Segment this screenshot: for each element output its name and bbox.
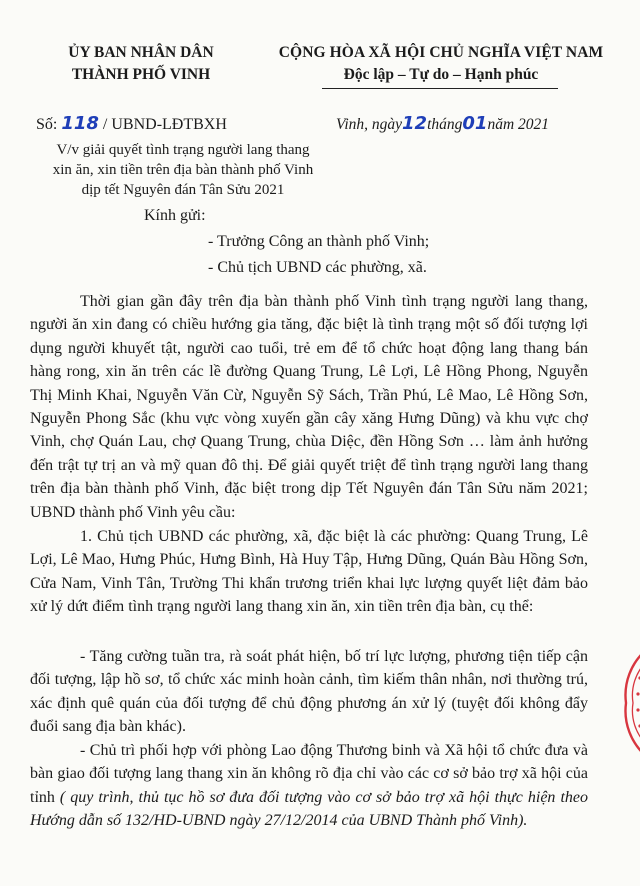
issuing-authority <box>36 42 246 86</box>
nation-name: CỘNG HÒA XÃ HỘI CHỦ NGHĨA VIỆT NAM <box>278 44 604 61</box>
number-code: / UBND-LĐTBXH <box>102 116 227 133</box>
red-seal-fragment <box>620 648 640 758</box>
authority-line-2: THÀNH PHỐ VINH <box>71 66 211 83</box>
recipient-1: - Trưởng Công an thành phố Vinh; <box>208 233 430 250</box>
coordination-text: - Chủ trì phối hợp với phòng Lao động Thương binh và Xã hội tổ chức đưa và bàn giao đối tượng lang thang xin ăn không rõ địa chỉ vào các cơ sở bảo trợ xã hội của tỉnh <box>30 742 588 806</box>
date-place: Vinh, ngày <box>336 116 403 133</box>
paragraph-request-1: 1. Chủ tịch UBND các phường, xã, đặc biệt là các phường: Quang Trung, Lê Lợi, Lê Mao, Hưng Phúc, Hưng Bình, Hà Huy Tập, Hưng Dũng, Quán Bàu Hồng Sơn, Cửa Nam, Vinh Tân, Trường Thi khẩn trương triển khai lực lượng quyết liệt đảm bảo xử lý dứt điểm tình trạng người lang thang xin ăn, xin tiền trên địa bàn, cụ thể: <box>30 528 588 616</box>
authority-line-1: ỦY BAN NHÂN DÂN <box>68 44 214 61</box>
paragraph-coordination <box>30 739 588 833</box>
subject-line-2: xin ăn, xin tiền trên địa bàn thành phố Vinh <box>52 162 314 178</box>
date-year: năm 2021 <box>487 116 550 133</box>
paragraph-patrol: - Tăng cường tuần tra, rà soát phát hiện, bố trí lực lượng, phương tiện tiếp cận đối tượng, lập hồ sơ, tổ chức xác minh hoàn cảnh, tìm kiếm thân nhân, nơi thường trú, xác định quê quán của đối tượng để chủ động phương án xử lý (tuyệt đối không đẩy đuổi sang địa bàn khác). <box>30 648 588 736</box>
subject-line-1: V/v giải quyết tình trạng người lang thang <box>56 142 310 158</box>
number-prefix: Số: <box>36 116 58 133</box>
seal-inner-arc <box>632 662 640 744</box>
national-motto: Độc lập – Tự do – Hạnh phúc <box>343 66 539 83</box>
subject-block <box>38 140 328 200</box>
date-month-label: tháng <box>427 116 463 133</box>
seal-mark-2 <box>636 692 639 695</box>
recipient-2: - Chủ tịch UBND các phường, xã. <box>208 259 427 276</box>
paragraph-intro: Thời gian gần đây trên địa bàn thành phố Vinh tình trạng người lang thang, người ăn xin đang có chiều hướng gia tăng, đặc biệt là tình trạng một số đối tượng lợi dụng người khuyết tật, người cao tuổi, trẻ em để tổ chức hoạt động lang thang bán hàng rong, xin ăn trên các lề đường Quang Trung, Lê Lợi, Lê Hồng Phong, Nguyễn Thị Minh Khai, Nguyễn Văn Cừ, Nguyễn Sỹ Sách, Trần Phú, Lê Mao, Lê Hồng Sơn, Nguyễn Phong Sắc (khu vực vòng xuyến gần cây xăng Hưng Dũng) và khu vực chợ Vinh, chợ Quán Lau, chợ Quang Trung, chùa Diệc, đền Hồng Sơn … làm ảnh hưởng đến trật tự trị an và mỹ quan đô thị. Để giải quyết triệt để tình trạng người lang thang trên địa bàn thành phố Vinh, đặc biệt trong dịp Tết Nguyên đán Tân Sửu năm 2021; UBND thành phố Vinh yêu cầu: <box>30 293 588 521</box>
handwritten-month: 01 <box>462 113 488 134</box>
issue-date <box>336 114 549 135</box>
seal-mark-3 <box>636 708 639 711</box>
addressee-label: Kính gửi: <box>144 207 206 224</box>
document-number <box>36 114 227 135</box>
national-header <box>256 42 626 86</box>
procedure-note: ( quy trình, thủ tục hồ sơ đưa đối tượng vào cơ sở bảo trợ xã hội thực hiện theo Hướng dẫn số 132/HD-UBND ngày 27/12/2014 của UBND Thành phố Vinh). <box>30 788 588 830</box>
motto-underline <box>322 88 558 89</box>
handwritten-number: 118 <box>61 113 99 134</box>
subject-line-3: dịp tết Nguyên đán Tân Sửu 2021 <box>81 182 285 198</box>
handwritten-day: 12 <box>402 113 428 134</box>
